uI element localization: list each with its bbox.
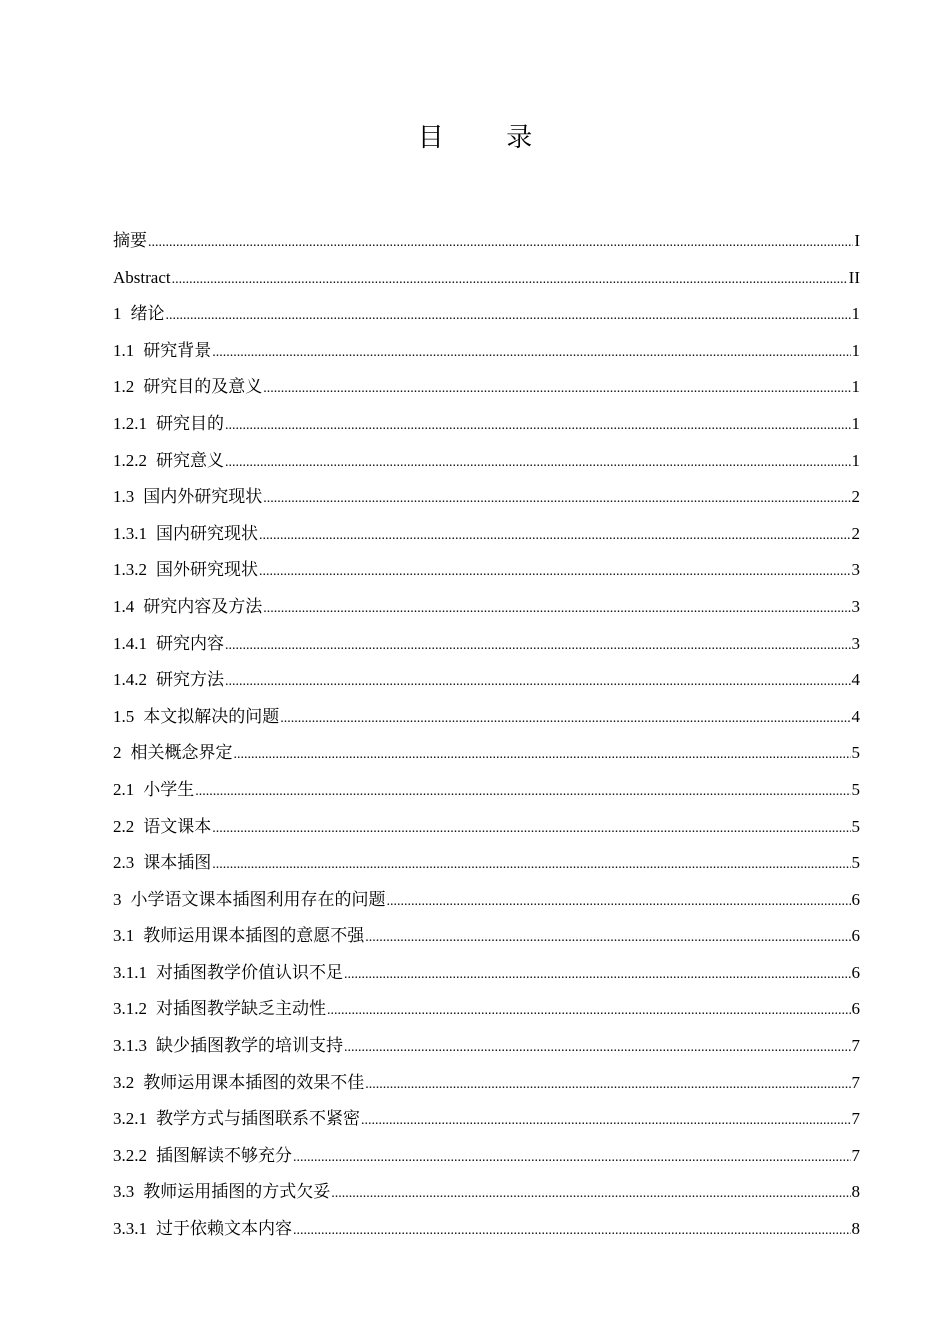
toc-entry-label [113,626,224,663]
toc-entry-text: 教师运用课本插图的效果不佳 [143,1072,365,1092]
toc-entry-page: 4 [851,706,860,726]
toc-leader-dots [148,225,853,262]
toc-entry-number: 1.2 [113,377,135,397]
toc-entry-number: 1.3.1 [113,523,147,543]
toc-entry-page: II [848,267,860,287]
toc-entry-page: 3 [851,560,860,580]
toc-entry-page: 1 [851,340,860,360]
toc-entry-number: 1.5 [113,706,135,726]
toc-entry-text: 研究目的及意义 [143,377,263,397]
toc-entry-text: 摘要 [113,231,147,250]
toc-leader-dots [225,628,851,665]
toc-entry-page: 8 [851,1182,860,1202]
toc-leader-dots [331,1176,850,1213]
toc-entry[interactable] [113,772,860,809]
toc-entry-number: 1.2.2 [113,450,147,470]
toc-leader-dots [212,335,850,372]
toc-entry[interactable] [113,955,860,992]
toc-entry[interactable] [113,1028,860,1065]
toc-entry[interactable] [113,626,860,663]
toc-entry-number: 3.1.3 [113,1036,147,1056]
toc-leader-dots [172,262,848,299]
toc-entry[interactable] [113,369,860,406]
toc-entry-page: 7 [851,1072,860,1092]
toc-leader-dots [361,1103,851,1140]
toc-leader-dots [212,811,850,848]
toc-entry[interactable] [113,552,860,589]
toc-entry-number: 2 [113,743,122,763]
toc-entry-page: 7 [851,1036,860,1056]
toc-leader-dots [259,554,851,591]
toc-entry-page: 6 [851,999,860,1019]
toc-list [113,223,860,1248]
toc-entry-number: 1.4 [113,596,135,616]
toc-entry[interactable] [113,735,860,772]
toc-entry-label [113,918,364,955]
toc-entry-text: 缺少插图教学的培训支持 [156,1036,343,1056]
toc-entry-page: 6 [851,889,860,909]
toc-entry-label [113,991,326,1028]
toc-entry-text: 研究方法 [156,670,224,690]
toc-entry-label [113,260,171,297]
toc-entry-page: 7 [851,1145,860,1165]
toc-entry-page: 7 [851,1109,860,1129]
toc-entry[interactable] [113,918,860,955]
toc-entry-label [113,1101,360,1138]
toc-entry-number: 3.3 [113,1182,135,1202]
toc-entry[interactable] [113,223,860,260]
toc-leader-dots [387,884,851,921]
toc-entry-page: 2 [851,487,860,507]
toc-entry-label [113,516,258,553]
toc-entry-number: 1.2.1 [113,413,147,433]
toc-entry-label [113,333,211,370]
toc-leader-dots [344,1030,851,1067]
toc-entry-text: 国内研究现状 [156,523,258,543]
toc-entry[interactable] [113,991,860,1028]
toc-entry[interactable] [113,1174,860,1211]
toc-leader-dots [212,847,850,884]
toc-entry-label [113,552,258,589]
toc-entry-label [113,809,211,846]
toc-entry-text: 插图解读不够充分 [156,1145,292,1165]
toc-entry[interactable] [113,662,860,699]
toc-entry-text: 研究内容及方法 [143,596,263,616]
toc-entry-label [113,882,386,919]
toc-entry-label [113,443,224,480]
toc-entry-number: 3.2.2 [113,1145,147,1165]
toc-entry-label [113,1138,292,1175]
toc-entry[interactable] [113,845,860,882]
toc-leader-dots [344,957,851,994]
toc-entry[interactable] [113,479,860,516]
toc-entry-text: 教师运用插图的方式欠妥 [143,1182,331,1202]
toc-entry-label [113,735,233,772]
toc-entry-label [113,369,262,406]
toc-entry-label [113,1065,364,1102]
toc-entry-text: 研究背景 [143,340,212,360]
toc-entry-text: 过于依赖文本内容 [156,1219,292,1239]
toc-entry-label [113,662,224,699]
toc-leader-dots [195,774,850,811]
toc-entry-number: 3.2 [113,1072,135,1092]
toc-entry-label [113,699,279,736]
toc-entry-label [113,772,194,809]
toc-entry-label [113,406,224,443]
toc-leader-dots [365,1067,850,1104]
toc-entry-label [113,1028,343,1065]
toc-entry[interactable] [113,516,860,553]
toc-entry-text: 研究意义 [156,450,224,470]
toc-leader-dots [225,408,851,445]
toc-entry-page: 5 [851,853,860,873]
toc-entry-label [113,589,262,626]
toc-entry-text: 教师运用课本插图的意愿不强 [143,926,365,946]
toc-entry-text: 研究目的 [156,413,224,433]
toc-entry-page: 5 [851,816,860,836]
toc-entry-page: 2 [851,523,860,543]
toc-entry-number: 2.2 [113,816,135,836]
toc-leader-dots [263,371,850,408]
toc-entry[interactable] [113,1211,860,1248]
toc-entry-number: 1.1 [113,340,135,360]
toc-entry[interactable] [113,333,860,370]
toc-entry-page: 1 [851,304,860,324]
toc-entry-label [113,479,262,516]
toc-entry-text: 本文拟解决的问题 [143,706,280,726]
toc-entry-number: 2.3 [113,853,135,873]
toc-entry-page: 4 [851,670,860,690]
toc-entry-page: 1 [851,450,860,470]
toc-entry-number: 3.2.1 [113,1109,147,1129]
toc-leader-dots [263,481,850,518]
toc-entry-page: 5 [851,743,860,763]
toc-entry-number: 2.1 [113,779,135,799]
toc-entry-text: Abstract [113,267,171,287]
toc-entry-text: 国内外研究现状 [143,487,263,507]
toc-entry-text: 相关概念界定 [130,743,233,763]
toc-entry-text: 绪论 [130,304,165,324]
toc-entry-page: 6 [851,962,860,982]
toc-entry-label [113,1174,330,1211]
toc-entry[interactable] [113,1065,860,1102]
toc-entry-page: I [854,231,860,250]
toc-entry-number: 1.4.2 [113,670,147,690]
toc-entry-number: 3 [113,889,122,909]
toc-entry-page: 8 [851,1219,860,1239]
toc-entry-number: 1.3 [113,487,135,507]
toc-entry-label [113,845,211,882]
toc-leader-dots [234,737,851,774]
toc-entry[interactable] [113,406,860,443]
toc-leader-dots [225,445,851,482]
toc-entry-text: 对插图教学缺乏主动性 [156,999,326,1019]
toc-leader-dots [225,664,851,701]
toc-entry[interactable] [113,443,860,480]
toc-entry[interactable] [113,699,860,736]
toc-entry-page: 3 [851,633,860,653]
toc-entry[interactable] [113,809,860,846]
toc-entry-text: 教学方式与插图联系不紧密 [156,1109,360,1129]
toc-entry[interactable] [113,1101,860,1138]
toc-entry[interactable] [113,296,860,333]
toc-entry-page: 3 [851,596,860,616]
toc-entry[interactable] [113,589,860,626]
toc-entry-number: 3.1.1 [113,962,147,982]
toc-title: 目 录 [417,123,561,152]
toc-leader-dots [280,701,850,738]
toc-leader-dots [327,993,851,1030]
toc-entry-text: 国外研究现状 [156,560,258,580]
toc-entry[interactable] [113,1138,860,1175]
toc-entry[interactable] [113,882,860,919]
toc-entry-page: 1 [851,377,860,397]
toc-entry-text: 小学语文课本插图利用存在的问题 [130,889,386,909]
toc-entry-text: 课本插图 [143,853,212,873]
toc-entry-page: 5 [851,779,860,799]
toc-entry-text: 小学生 [143,779,195,799]
toc-entry-number: 1.4.1 [113,633,147,653]
toc-entry-label [113,223,147,260]
toc-entry-number: 3.1 [113,926,135,946]
toc-entry-label [113,1211,292,1248]
toc-entry-label [113,296,165,333]
toc-entry-text: 对插图教学价值认识不足 [156,962,343,982]
toc-leader-dots [293,1213,851,1250]
toc-entry-number: 1 [113,304,122,324]
toc-leader-dots [263,591,850,628]
toc-entry-number: 1.3.2 [113,560,147,580]
toc-entry[interactable] [113,260,860,297]
toc-leader-dots [365,920,850,957]
toc-leader-dots [259,518,851,555]
toc-entry-page: 1 [851,413,860,433]
toc-entry-text: 研究内容 [156,633,224,653]
toc-entry-number: 3.1.2 [113,999,147,1019]
toc-entry-text: 语文课本 [143,816,212,836]
toc-entry-label [113,955,343,992]
toc-entry-number: 3.3.1 [113,1219,147,1239]
toc-leader-dots [166,298,851,335]
toc-leader-dots [293,1140,851,1177]
toc-entry-page: 6 [851,926,860,946]
